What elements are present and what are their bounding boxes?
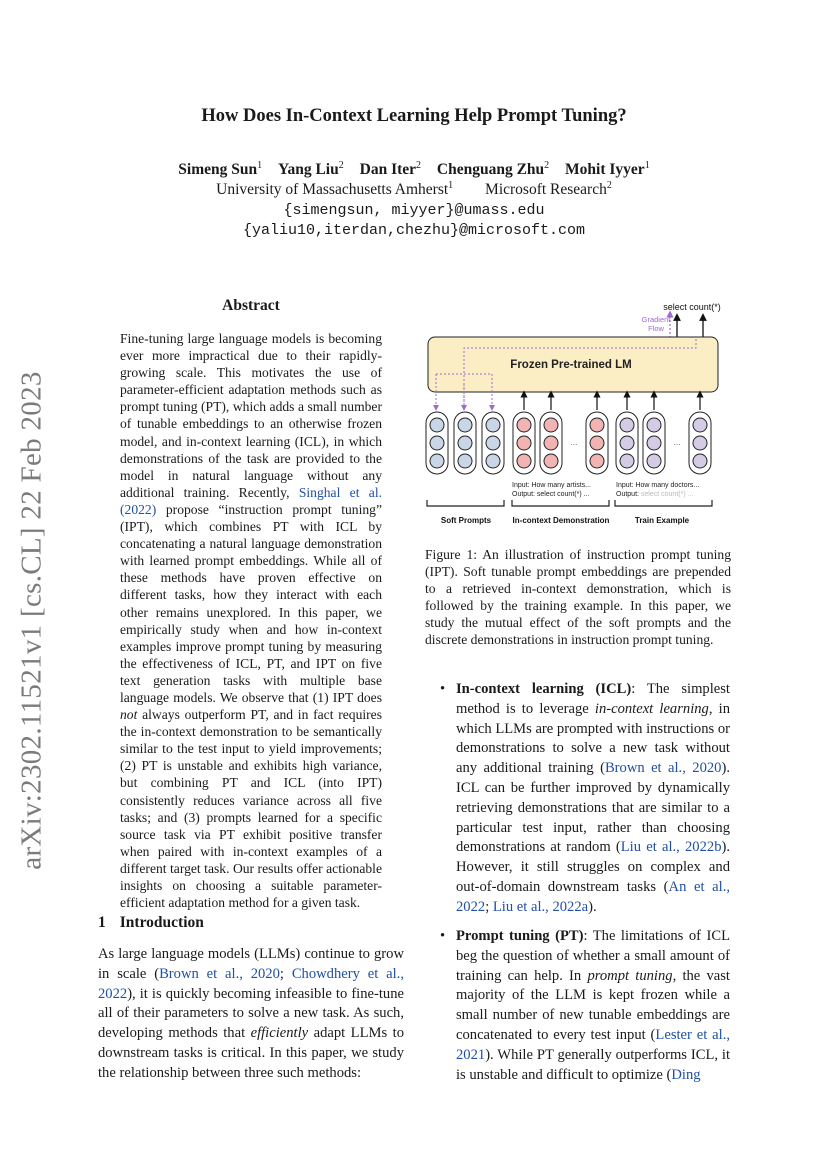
author: Mohit Iyyer$^1$ [565, 160, 650, 179]
figure-caption: Figure 1: An illustration of instruction prompt tuning (IPT). Soft tunable prompt embeddings are prepended to a retrieved in-context demonstration, which is followed by the training example. In this paper, we study the mutual effect of the soft prompts and the discrete demonstrations in instruction prompt tuning. [425, 547, 731, 648]
bullet-icon: • [440, 681, 446, 697]
citation-link[interactable]: Lester et al., 2021 [456, 1026, 730, 1063]
introduction-body: As large language models (LLMs) continue to grow in scale (Brown et al., 2020; Chowdhery et al., 2022), it is quickly becoming infeasible to fine-tune all of their parameters to solve a new task. As such, developing methods that efficiently adapt LLMs to downstream tasks is critical. In this paper, we study the relationship between three such methods: [98, 946, 404, 1081]
group-label-soft-prompts: Soft Prompts [440, 516, 492, 525]
output-label: select count(*) [663, 302, 721, 312]
group-label-train-example: Train Example [634, 516, 690, 525]
section-heading-introduction: 1 Introduction [98, 914, 204, 931]
arxiv-identifier [8, 365, 56, 875]
affiliation: University of Massachusetts Amherst$^1$ [216, 180, 454, 199]
demo-output-text: Output: select count(*) ... [512, 491, 590, 498]
gradient-flow-label: Flow [648, 324, 664, 333]
citation-link[interactable]: Liu et al., 2022b [620, 839, 722, 856]
train-input-text: Input: How many doctors... [616, 482, 700, 489]
paper-title: How Does In-Context Learning Help Prompt Tuning? [201, 106, 627, 126]
email-microsoft: {yaliu10,iterdan,chezhu}@microsoft.com [242, 222, 586, 239]
demo-input-text: Input: How many artists... [512, 482, 591, 489]
gradient-flow-label: Gradient [641, 315, 671, 324]
author: Chenguang Zhu$^2$ [436, 160, 550, 179]
citation-link[interactable]: Chowdhery et al., 2022 [98, 965, 404, 1002]
author-list [0, 160, 828, 179]
bullet-icon: • [440, 928, 446, 944]
figure-ipt-illustration [424, 298, 734, 530]
citation-link[interactable]: An et al., 2022 [456, 878, 730, 915]
citation-link[interactable]: Singhal et al. (2022) [120, 484, 382, 517]
ellipsis: ... [673, 438, 681, 447]
train-output-text: Output: select count(*) ... [616, 491, 694, 498]
citation-link[interactable]: Brown et al., 2020 [604, 760, 722, 777]
soft-prompt-tokens [426, 412, 504, 474]
arxiv-id-text: arXiv:2302.11521v1 [cs.CL] 22 Feb 2023 [15, 370, 48, 870]
citation-link[interactable]: Ding [671, 1066, 701, 1083]
demonstration-tokens [513, 412, 608, 474]
citation-link[interactable]: Brown et al., 2020 [159, 965, 280, 982]
affiliation: Microsoft Research$^2$ [485, 180, 612, 199]
group-label-demonstration: In-context Demonstration [512, 516, 610, 525]
lm-label: Frozen Pre-trained LM [510, 359, 632, 371]
author: Yang Liu$^2$ [278, 160, 344, 179]
abstract-heading: Abstract [222, 297, 280, 314]
author: Simeng Sun$^1$ [178, 160, 263, 179]
bullet-pt: • Prompt tuning (PT): The limitations of ICL beg the question of whether a small amount of training can help. In prompt tuning, the vast majority of the LLM is kept frozen while a small number of new tunable embeddings are concatenated to every test input (Lester et al., 2021). While PT generally outperforms ICL, it is unstable and difficult to optimize (Ding [440, 928, 730, 1083]
train-example-tokens [616, 412, 711, 474]
ellipsis: ... [570, 438, 578, 447]
bullet-icl: • In-context learning (ICL): The simplest method is to leverage in-context learning, in which LLMs are prompted with instructions or demonstrations to solve a new task without any additional training (Brown et al., 2020). ICL can be further improved by dynamically retrieving demonstrations that are similar to a particular test input, rather than choosing demonstrations at random (Liu et al., 2022b). However, it still struggles on complex and out-of-domain downstream tasks (An et al., 2022; Liu et al., 2022a). [440, 681, 731, 915]
abstract-body: Fine-tuning large language models is becoming ever more impractical due to their rapidly-growing scale. This motivates the use of parameter-efficient adaptation methods such as prompt tuning (PT), which adds a small number of tunable embeddings to an otherwise frozen model, and in-context learning (ICL), in which demonstrations of the task are provided to the model in natural language without any additional training. Recently, Singhal et al. (2022) propose “instruction prompt tuning” (IPT), which combines PT with ICL by concatenating a natural language demonstration with learned prompt embeddings. While all of these methods have proven effective on different tasks, how they interact with each other remains unexplored. In this paper, we empirically study when and how in-context examples improve prompt tuning by measuring the effectiveness of ICL, PT, and IPT on five text generation tasks with multiple base language models. We observe that (1) IPT does not always outperform PT, and in fact requires the in-context demonstration to be semantically similar to the test input to yield improvements; (2) PT is unstable and exhibits high variance, but combining PT and ICL (into IPT) consistently reduces variance across all five tasks; and (3) prompts learned for a specific source task via PT exhibit positive transfer when paired with in-context examples of a different target task. Our results offer actionable insights on choosing a suitable parameter-efficient adaptation method for a given task. [120, 331, 382, 911]
citation-link[interactable]: Liu et al., 2022a [492, 898, 589, 915]
author: Dan Iter$^2$ [359, 160, 422, 179]
email-umass: {simengsun, miyyer}@umass.edu [283, 202, 545, 219]
affiliations [0, 180, 828, 199]
